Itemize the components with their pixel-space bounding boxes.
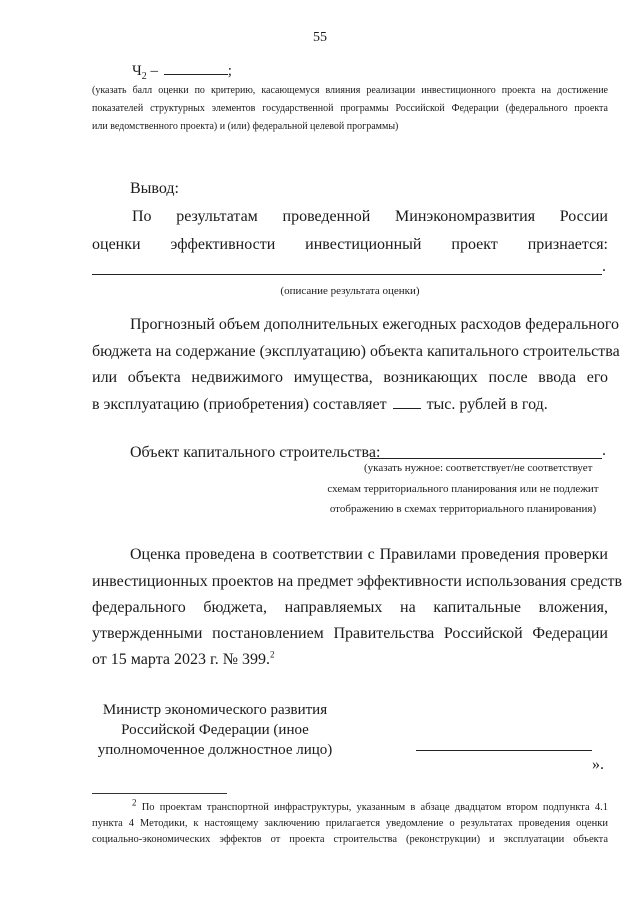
ch2-note-line-2: показателей структурных элементов государственной программы Российской Федерации (федерального проекта <box>92 103 608 114</box>
assessment-line-2: инвестиционных проектов на предмет эффективности использования средств <box>92 573 623 590</box>
object-label: Объект капитального строительства: <box>130 444 381 461</box>
footnote-reference[interactable]: 2 <box>270 649 275 660</box>
signature-line[interactable] <box>416 750 592 751</box>
signatory-line-2: Российской Федерации (иное <box>121 722 309 738</box>
conclusion-line-1: По результатам проведенной Минэкономразвития России <box>132 208 608 225</box>
ch2-label: Ч <box>132 63 142 79</box>
assessment-line-4: утвержденными постановлением Правительства Российской Федерации <box>92 625 608 642</box>
amount-blank-field[interactable] <box>393 396 421 409</box>
conclusion-line-2: оценки эффективности инвестиционный проект признается: <box>92 236 608 253</box>
object-blank-line[interactable] <box>370 458 602 459</box>
conclusion-heading: Вывод: <box>130 180 179 197</box>
ch2-subscript: 2 <box>141 71 147 82</box>
forecast-line-1: Прогнозный объем дополнительных ежегодных расходов федерального <box>130 316 619 333</box>
forecast-line-4-start: в эксплуатацию (приобретения) составляет <box>92 396 387 413</box>
forecast-line-4 <box>92 396 548 414</box>
ch2-note-line-3: или ведомственного проекта) и (или) федеральной целевой программы) <box>92 121 399 132</box>
ch2-end: ; <box>227 63 232 79</box>
assessment-line-5-text: от 15 марта 2023 г. № 399. <box>92 651 270 668</box>
signatory-line-3: уполномоченное должностное лицо) <box>97 742 333 758</box>
assessment-line-5 <box>92 651 275 669</box>
object-note-line-2: схемам территориального планирования или не подлежит <box>327 483 599 495</box>
closing-quote: ». <box>592 756 604 773</box>
footnote-line-3: социально-экономических эффектов от проекта строительства (реконструкции) и эксплуатации объекта <box>92 834 608 845</box>
result-caption: (описание результата оценки) <box>280 285 420 297</box>
result-blank-line[interactable] <box>92 274 602 275</box>
ch2-note-line-1: (указать балл оценки по критерию, касающемуся влияния реализации инвестиционного проекта на достижение <box>92 85 608 96</box>
footnote-line-1-text: По проектам транспортной инфраструктуры, указанным в абзаце двадцатом втором подпункта 4.1 <box>141 802 609 813</box>
footnote-line-2: пункта 4 Методики, к настоящему заключению прилагается уведомление о результатах проведения оценки <box>92 818 608 829</box>
footnote-mark: 2 <box>132 797 137 808</box>
criterion-ch2 <box>132 62 232 82</box>
forecast-line-2: бюджета на содержание (эксплуатацию) объекта капитального строительства <box>92 343 620 360</box>
footnote-line-1 <box>132 797 609 815</box>
forecast-line-4-end: тыс. рублей в год. <box>426 396 548 413</box>
object-dot: . <box>602 442 606 459</box>
signatory-block <box>92 700 338 760</box>
assessment-line-3: федерального бюджета, направляемых на капитальные вложения, <box>92 599 608 616</box>
footnote-separator <box>92 793 227 794</box>
object-note-line-1: (указать нужное: соответствует/не соответствует <box>364 462 593 474</box>
page-number: 55 <box>313 30 327 45</box>
ch2-dash: – <box>150 63 158 79</box>
forecast-line-3: или объекта недвижимого имущества, возникающих после ввода его <box>92 369 608 386</box>
assessment-line-1: Оценка проведена в соответствии с Правилами проведения проверки <box>130 546 608 563</box>
object-note-line-3: отображению в схемах территориального планирования) <box>329 503 597 515</box>
ch2-blank-field[interactable] <box>164 62 228 75</box>
signatory-line-1: Министр экономического развития <box>102 702 328 718</box>
result-dot: . <box>602 258 606 275</box>
